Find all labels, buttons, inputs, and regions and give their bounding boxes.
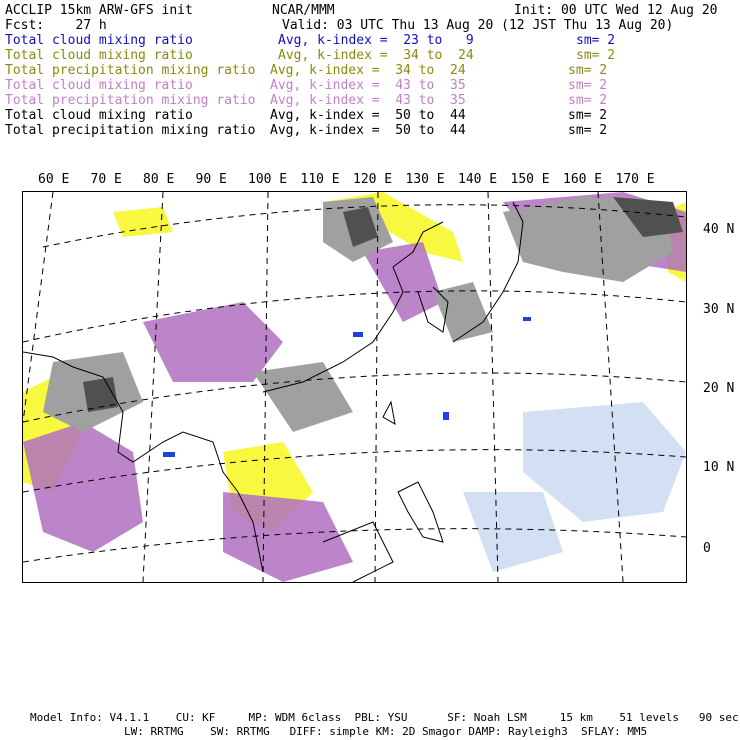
field-smoothing: sm= 2: [576, 48, 616, 63]
field-avg-range: Avg, k-index = 50 to 44: [270, 123, 466, 138]
blue-cloud-speck: [523, 317, 531, 321]
field-avg-range: Avg, k-index = 43 to 35: [270, 78, 466, 93]
longitude-label: 80 E: [143, 172, 175, 187]
latitude-label: 10 N: [703, 460, 735, 475]
field-name: Total cloud mixing ratio: [5, 48, 193, 63]
longitude-label: 110 E: [300, 172, 340, 187]
field-avg-range: Avg, k-index = 34 to 24: [270, 63, 466, 78]
field-name: Total cloud mixing ratio: [5, 108, 193, 123]
plot-title: ACCLIP 15km ARW-GFS init: [5, 3, 193, 18]
map-svg: [23, 192, 686, 582]
field-smoothing: sm= 2: [568, 108, 608, 123]
map-panel: [22, 191, 687, 583]
field-smoothing: sm= 2: [568, 63, 608, 78]
field-avg-range: Avg, k-index = 43 to 35: [270, 93, 466, 108]
philippines-coast: [398, 482, 443, 542]
blue-cloud-speck: [163, 452, 175, 457]
gray-cloud-area: [253, 362, 353, 432]
forecast-hour: Fcst: 27 h: [5, 18, 107, 33]
field-smoothing: sm= 2: [568, 123, 608, 138]
latitude-label: 30 N: [703, 302, 735, 317]
field-avg-range: Avg, k-index = 34 to 24: [278, 48, 474, 63]
latitude-label: 0: [703, 541, 711, 556]
model-info-line1: Model Info: V4.1.1 CU: KF MP: WDM 6class PBL: YSU SF: Noah LSM 15 km 51 levels 90 sec: [30, 711, 739, 724]
purple-cloud-area: [143, 302, 283, 382]
field-name: Total precipitation mixing ratio: [5, 123, 256, 138]
longitude-label: 140 E: [458, 172, 498, 187]
longitude-label: 70 E: [90, 172, 122, 187]
longitude-label: 170 E: [615, 172, 655, 187]
field-smoothing: sm= 2: [568, 78, 608, 93]
taiwan-coast: [383, 402, 395, 424]
lightblue-cloud-area: [463, 492, 563, 572]
init-time: Init: 00 UTC Wed 12 Aug 20: [514, 3, 718, 18]
longitude-label: 100 E: [248, 172, 288, 187]
field-avg-range: Avg, k-index = 50 to 44: [270, 108, 466, 123]
field-name: Total precipitation mixing ratio: [5, 93, 256, 108]
longitude-label: 150 E: [510, 172, 550, 187]
longitude-label: 60 E: [38, 172, 70, 187]
field-name: Total cloud mixing ratio: [5, 33, 193, 48]
cloud-shading: [23, 192, 686, 582]
latitude-label: 40 N: [703, 222, 735, 237]
blue-cloud-speck: [443, 412, 449, 420]
field-smoothing: sm= 2: [576, 33, 616, 48]
longitude-label: 160 E: [563, 172, 603, 187]
purple-cloud-area: [23, 422, 143, 552]
field-name: Total cloud mixing ratio: [5, 78, 193, 93]
latitude-label: 20 N: [703, 381, 735, 396]
field-smoothing: sm= 2: [568, 93, 608, 108]
blue-cloud-speck: [353, 332, 363, 337]
field-name: Total precipitation mixing ratio: [5, 63, 256, 78]
longitude-label: 90 E: [195, 172, 227, 187]
plot-center: NCAR/MMM: [272, 3, 335, 18]
model-info-line2: LW: RRTMG SW: RRTMG DIFF: simple KM: 2D Smagor DAMP: Rayleigh3 SFLAY: MM5: [124, 725, 648, 738]
field-avg-range: Avg, k-index = 23 to 9: [278, 33, 474, 48]
valid-time: Valid: 03 UTC Thu 13 Aug 20 (12 JST Thu 13 Aug 20): [282, 18, 674, 33]
lon-line-80E: [143, 192, 163, 582]
longitude-label: 120 E: [353, 172, 393, 187]
longitude-label: 130 E: [405, 172, 445, 187]
lightblue-cloud-area: [523, 402, 686, 522]
